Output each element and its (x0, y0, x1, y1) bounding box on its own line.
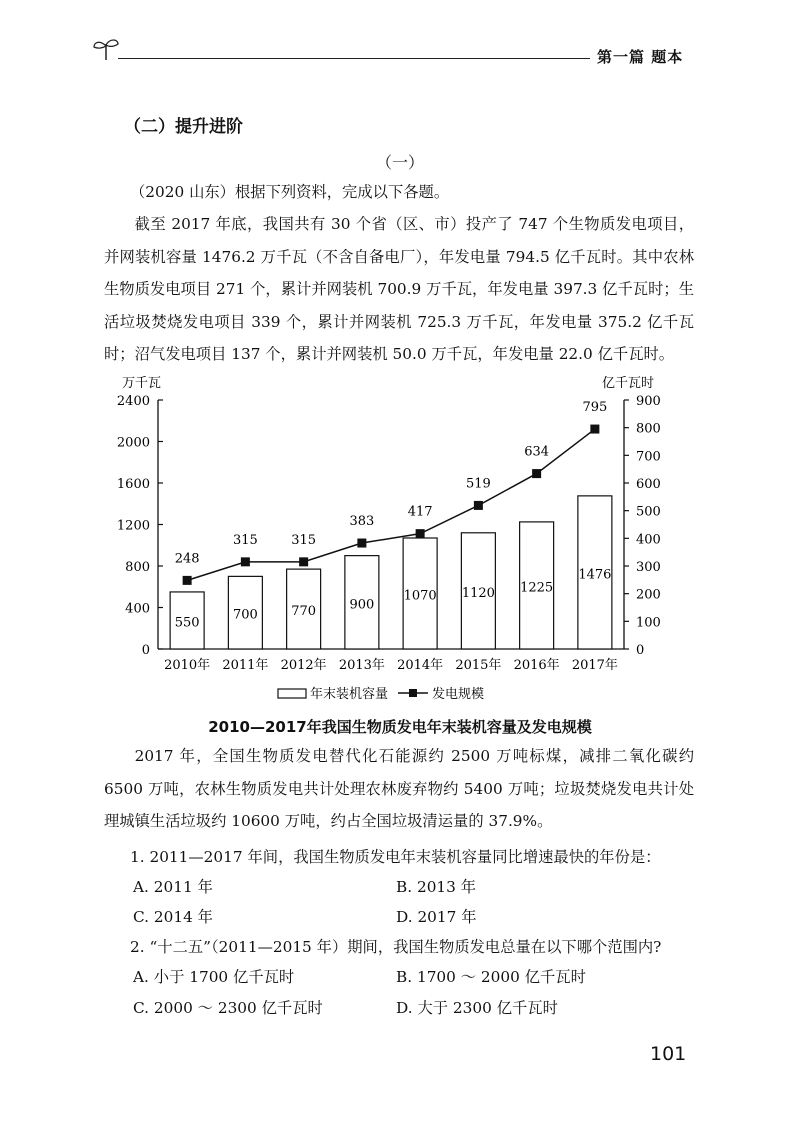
left-tick-label: 2400 (116, 394, 150, 409)
paragraph-1: 截至 2017 年底，我国共有 30 个省（区、市）投产了 747 个生物质发电项目，并网装机容量 1476.2 万千瓦（不含自备电厂），年发电量 794.5 亿千瓦时。其中农林生物质发电项目 271 个，累计并网装机 700.9 万千瓦，年发电量 397.3 亿千瓦时；生活垃圾焚烧发电项目 339 个，累计并网装机 725.3 万千瓦，年发电量 375.2 亿千瓦时；沼气发电项目 137 个，累计并网装机 50.0 万千瓦，年发电量 22.0 亿千瓦时。 (104, 215, 694, 363)
right-tick-label: 400 (636, 532, 661, 548)
right-tick-label: 800 (636, 421, 661, 437)
right-tick-label: 100 (636, 615, 661, 631)
right-tick-label: 600 (636, 477, 661, 492)
bar-value-label: 700 (232, 607, 258, 623)
line-value-label: 634 (524, 444, 550, 460)
q2-option-b[interactable]: B. 1700 ～ 2000 亿千瓦时 (396, 968, 586, 986)
page-number: 101 (650, 1043, 687, 1065)
bar-value-label: 550 (174, 615, 200, 631)
bar-value-label: 1476 (578, 567, 612, 583)
q1-option-d[interactable]: D. 2017 年 (396, 908, 477, 926)
right-tick-label: 0 (636, 643, 645, 658)
bar-value-label: 770 (291, 604, 317, 620)
bar-line-chart (80, 365, 700, 710)
right-tick-label: 300 (636, 560, 661, 575)
bar-value-label: 1070 (403, 588, 437, 604)
x-tick-label: 2013年 (338, 658, 385, 673)
left-axis-unit: 万千瓦 (122, 376, 162, 391)
right-tick-label: 200 (636, 587, 661, 603)
bar-value-label: 1120 (461, 585, 495, 601)
line-point (299, 557, 308, 566)
line-point (357, 539, 366, 548)
line-value-label: 248 (174, 551, 200, 567)
line-point (474, 501, 483, 510)
x-tick-label: 2010年 (164, 658, 211, 673)
right-tick-label: 700 (636, 449, 661, 465)
line-point (416, 529, 425, 538)
line-value-label: 519 (465, 476, 491, 492)
bar-value-label: 900 (349, 597, 375, 613)
q2-option-c[interactable]: C. 2000 ～ 2300 亿千瓦时 (133, 999, 323, 1017)
chart-legend (278, 686, 484, 702)
line-value-label: 383 (349, 514, 375, 530)
legend-label-capacity: 年末装机容量 (310, 687, 389, 702)
x-tick-label: 2014年 (397, 658, 444, 673)
section-title: （二）提升进阶 (124, 117, 243, 137)
header-rule (118, 58, 590, 59)
left-tick-label: 2000 (116, 435, 150, 451)
line-point (183, 576, 192, 585)
question-2-stem: 2. “十二五”（2011—2015 年）期间，我国生物质发电总量在以下哪个范围内? (130, 938, 662, 956)
right-tick-label: 900 (636, 394, 661, 409)
question-1-stem: 1. 2011—2017 年间，我国生物质发电年末装机容量同比增速最快的年份是： (130, 848, 661, 866)
sprout-icon (92, 36, 120, 62)
paragraph-2: 2017 年，全国生物质发电替代化石能源约 2500 万吨标煤，减排二氧化碳约 6500 万吨，农林生物质发电共计处理农林废弃物约 5400 万吨；垃圾焚烧发电共计处理城镇生活垃圾约 10600 万吨，约占全国垃圾清运量的 37.9%。 (104, 747, 694, 830)
x-tick-label: 2015年 (455, 658, 502, 673)
right-axis-unit: 亿千瓦时 (602, 376, 655, 391)
line-value-label: 417 (407, 504, 433, 520)
q1-option-a[interactable]: A. 2011 年 (133, 878, 213, 896)
chart-caption: 2010—2017年我国生物质发电年末装机容量及发电规模 (208, 718, 592, 736)
line-value-label: 315 (232, 532, 258, 548)
q1-option-b[interactable]: B. 2013 年 (396, 878, 477, 896)
legend-label-generation: 发电规模 (432, 687, 485, 702)
left-tick-label: 1600 (116, 477, 150, 492)
bar-value-label: 1225 (520, 580, 554, 596)
q2-option-d[interactable]: D. 大于 2300 亿千瓦时 (396, 999, 558, 1017)
line-point (241, 557, 250, 566)
x-tick-label: 2012年 (280, 658, 327, 673)
x-tick-label: 2017年 (571, 658, 618, 673)
left-tick-label: 0 (141, 643, 150, 658)
subsection-title: （一） (375, 153, 424, 172)
line-value-label: 795 (582, 400, 608, 416)
left-tick-label: 1200 (116, 518, 150, 534)
line-point (590, 425, 599, 434)
x-tick-label: 2016年 (513, 658, 560, 673)
left-tick-label: 800 (125, 560, 150, 575)
intro-text: （2020 山东）根据下列资料，完成以下各题。 (130, 183, 450, 201)
right-tick-label: 500 (636, 504, 661, 520)
q2-option-a[interactable]: A. 小于 1700 亿千瓦时 (133, 968, 295, 986)
header-title: 第一篇 题本 (597, 48, 684, 66)
line-value-label: 315 (291, 532, 317, 548)
x-tick-label: 2011年 (222, 658, 269, 673)
left-tick-label: 400 (125, 601, 150, 617)
q1-option-c[interactable]: C. 2014 年 (133, 908, 213, 926)
line-point (532, 469, 541, 478)
